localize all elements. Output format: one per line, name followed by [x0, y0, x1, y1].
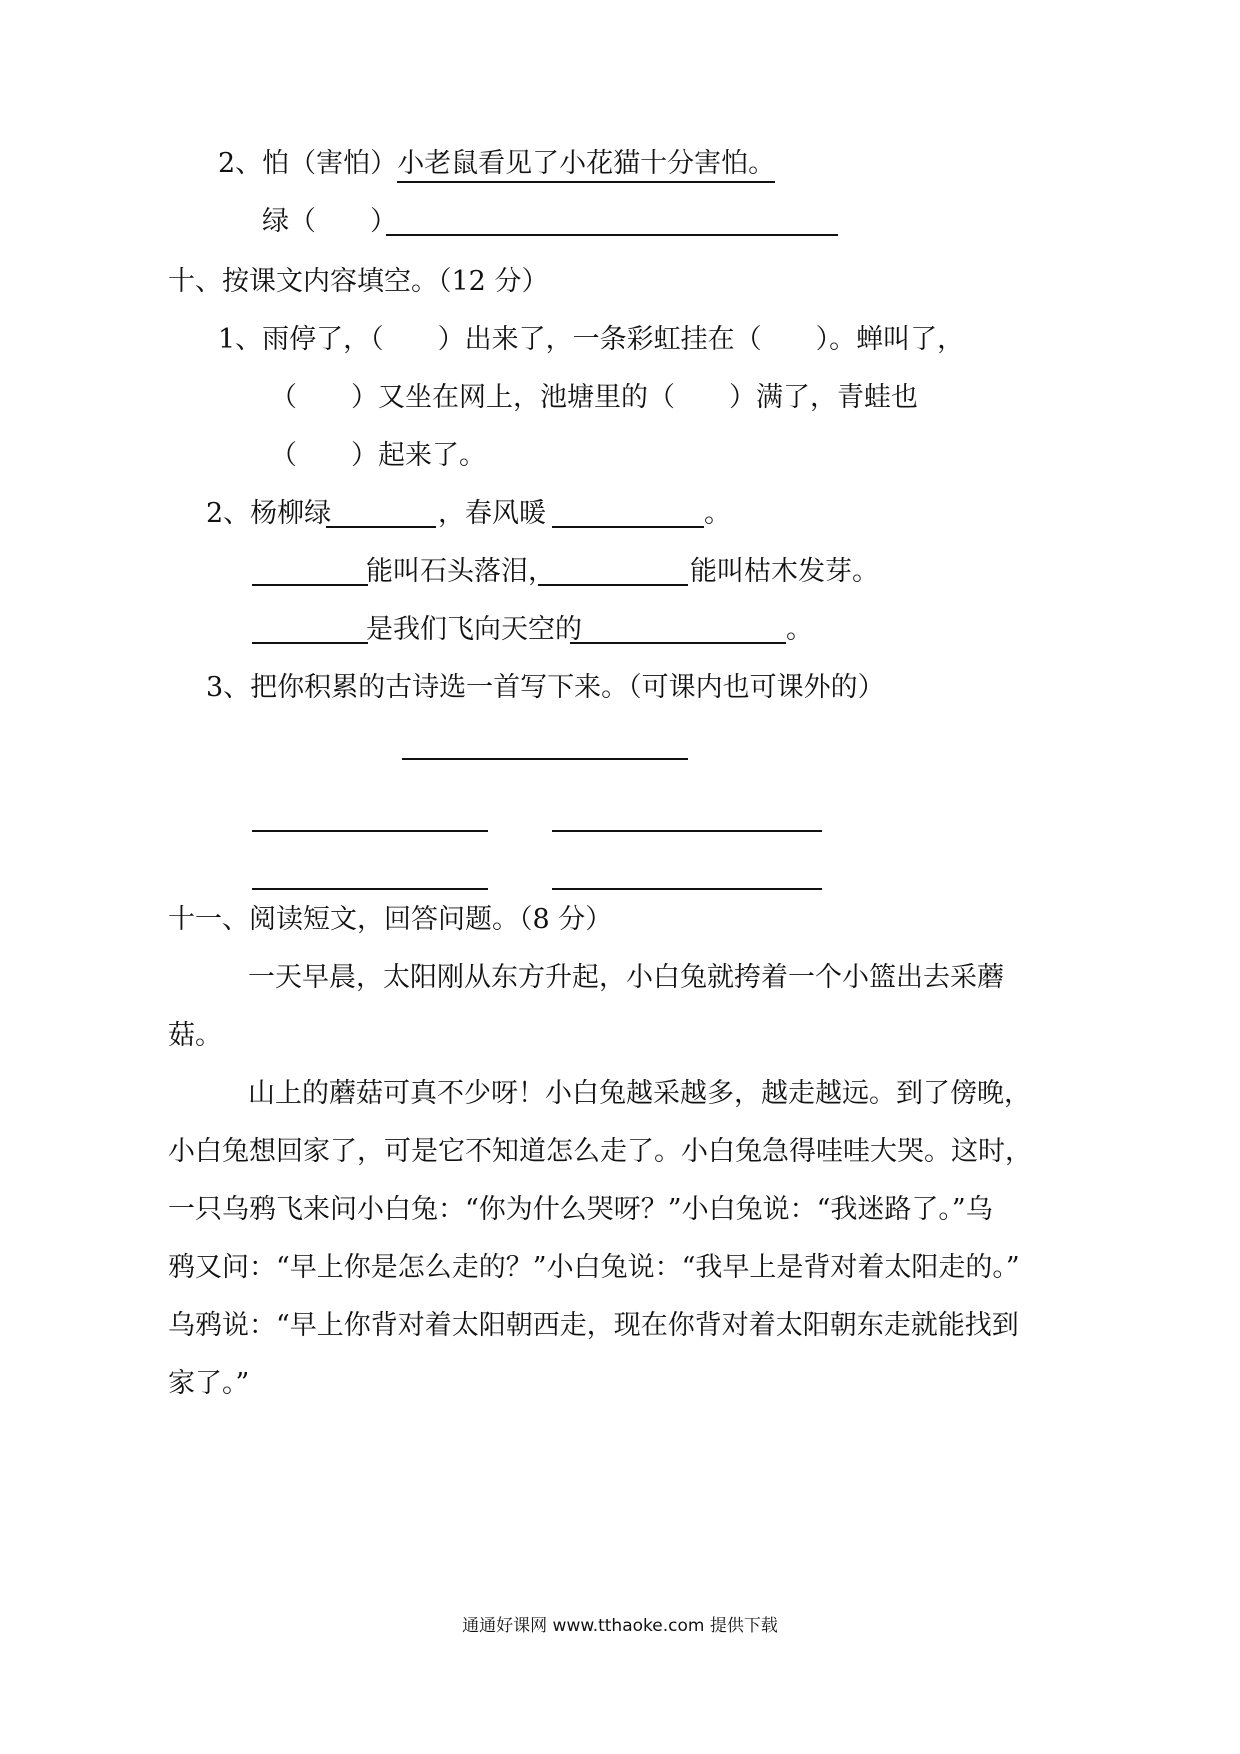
answer-blank [326, 526, 436, 528]
answer-blank [252, 584, 368, 586]
poem-title-blank [402, 758, 688, 760]
sec10-q2-c: 。 [704, 498, 731, 529]
answer-blank [252, 642, 368, 644]
answer-blank [386, 234, 838, 236]
poem-line-blank [252, 830, 488, 832]
sec10-q3: 3、把你积累的古诗选一首写下来。（可课内也可课外的） [206, 672, 885, 703]
sec10-q2-e: 能叫枯木发芽。 [690, 556, 879, 587]
sec10-q2-g: 。 [786, 614, 813, 645]
sec10-q2-d: 能叫石头落泪， [366, 556, 555, 587]
poem-line-blank [552, 888, 822, 890]
answer-blank [570, 642, 786, 644]
answer-blank [552, 526, 704, 528]
sec10-q1-line1: 1、雨停了，（ ）出来了，一条彩虹挂在（ ）。蝉叫了， [218, 324, 965, 355]
passage-line: 家了。” [168, 1368, 250, 1399]
passage-line: 菇。 [168, 1020, 222, 1051]
passage-line: 山上的蘑菇可真不少呀！小白兔越采越多，越走越远。到了傍晚， [248, 1078, 1031, 1109]
poem-line-blank [252, 888, 488, 890]
sec10-q2-a: 2、杨柳绿 [206, 498, 332, 529]
passage-line: 乌鸦说：“早上你背对着太阳朝西走，现在你背对着太阳朝东走就能找到 [168, 1310, 1019, 1341]
sec9-item2 [218, 150, 775, 177]
sec10-q2-b: ，春风暖 [438, 498, 546, 529]
passage-line: 小白兔想回家了，可是它不知道怎么走了。小白兔急得哇哇大哭。这时， [168, 1136, 1032, 1167]
sec10-q1-line2: （ ）又坐在网上，池塘里的（ ）满了，青蛙也 [270, 382, 918, 413]
sec9-item2-prefix: 2、怕（害怕） [218, 148, 398, 179]
sec10-title: 十、按课文内容填空。（12 分） [168, 266, 549, 297]
sec10-q2-f: 是我们飞向天空的 [366, 614, 582, 645]
passage-line: 一只乌鸦飞来问小白兔：“你为什么哭呀？”小白兔说：“我迷路了。”乌 [168, 1194, 993, 1225]
passage-line: 鸦又问：“早上你是怎么走的？”小白兔说：“我早上是背对着太阳走的。” [168, 1252, 1020, 1283]
sec10-q1-line3: （ ）起来了。 [270, 440, 486, 471]
answer-blank [538, 584, 688, 586]
passage-line: 一天早晨，太阳刚从东方升起，小白兔就挎着一个小篮出去采蘑 [248, 962, 1004, 993]
sec9-item2-answer: 小老鼠看见了小花猫十分害怕。 [397, 148, 775, 183]
sec11-title: 十一、阅读短文，回答问题。（8 分） [168, 904, 613, 935]
page-footer: 通通好课网 www.tthaoke.com 提供下载 [462, 1616, 778, 1636]
sec9-item2-green: 绿（ ） [262, 206, 397, 237]
poem-line-blank [552, 830, 822, 832]
